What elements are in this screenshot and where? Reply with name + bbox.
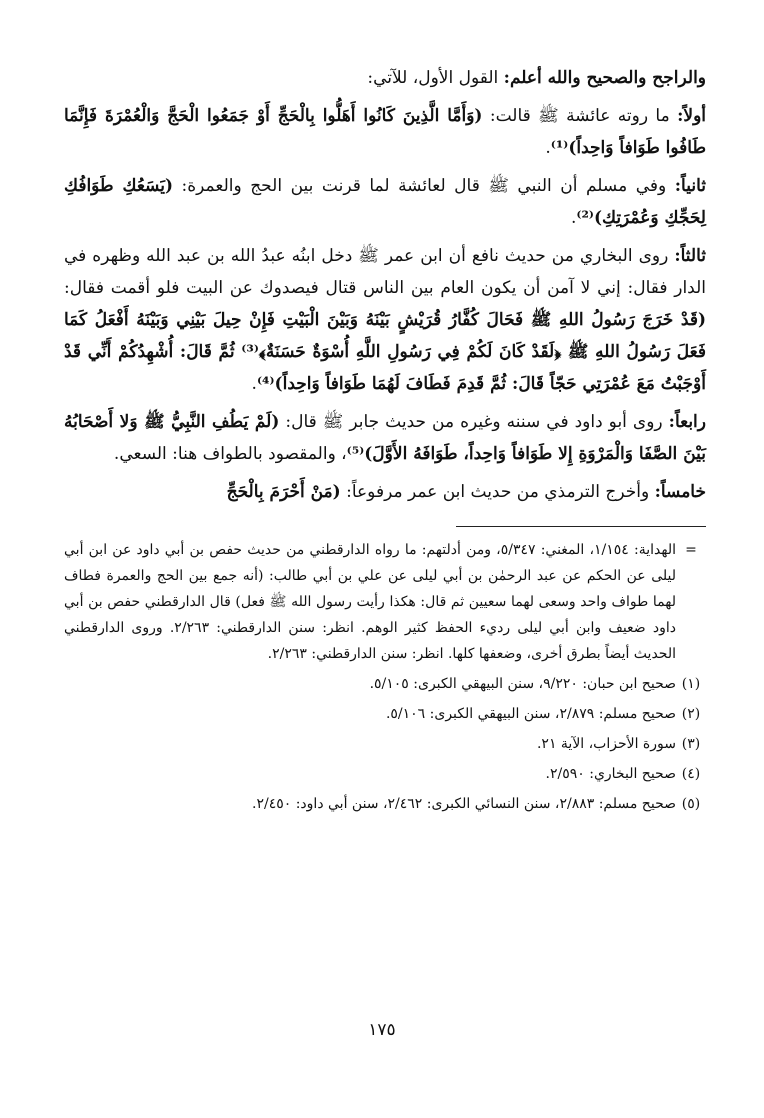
continuation-marker: =	[685, 542, 697, 558]
paragraph-lead: خامساً:	[654, 482, 706, 502]
page-number: ١٧٥	[368, 1020, 396, 1040]
footnote-text: صحيح ابن حبان: ٩/٢٢٠، سنن البيهقي الكبرى: ٥/١٠٥.	[369, 676, 676, 692]
hadith-quote: (وَأَمَّا الَّذِينَ كَانُوا أَهَلُّوا بِالْحَجِّ أَوْ جَمَعُوا الْحَجَّ وَالْعُمْرَةَ فَإِنَّمَا طَافُوا طَوَافاً وَاحِداً)⁽¹⁾	[64, 106, 706, 158]
footnote-number: (٥)	[681, 796, 701, 812]
paragraph-lead: أولاً:	[677, 106, 706, 126]
footnote-item	[64, 701, 706, 727]
paragraph-text: روى أبو داود في سننه وغيره من حديث جابر ﷺ قال:	[279, 412, 669, 432]
footnote-number: (١)	[681, 676, 701, 692]
paragraph-fifth	[64, 476, 706, 508]
hadith-quote: (لَمْ يَطُفِ النَّبِيُّ ﷺ وَلا أَصْحَابُهُ بَيْنَ الصَّفَا وَالْمَرْوَةِ إِلا طَوَافاً وَاحِداً، طَوَافَهُ الأَوَّلَ)⁽⁵⁾	[64, 412, 706, 464]
paragraph-text: وأخرج الترمذي من حديث ابن عمر مرفوعاً:	[340, 482, 655, 502]
paragraph-fourth	[64, 406, 706, 470]
hadith-quote: (يَسَعُكِ طَوَافُكِ لِحَجِّكِ وَعُمْرَتِكِ)⁽²⁾	[64, 176, 706, 228]
paragraph-intro	[64, 62, 706, 94]
paragraph-third	[64, 240, 706, 400]
paragraph-first	[64, 100, 706, 164]
main-text	[64, 62, 706, 508]
paragraph-text: روى البخاري من حديث نافع أن ابن عمر ﷺ دخل ابنُه عبدُ الله بن عبد الله وظهره في الدار فقال: إني لا آمن أن يكون العام بين الناس قتال فيصدوك عن البيت فلو أقمت فقال:	[64, 246, 706, 298]
footnote-item	[64, 761, 706, 787]
hadith-quote: (مَنْ أَحْرَمَ بِالْحَجِّ	[226, 482, 341, 502]
footnote-number: (٣)	[681, 736, 701, 752]
footnote-text: سورة الأحزاب، الآية ٢١.	[536, 736, 676, 752]
footnote-item	[64, 671, 706, 697]
paragraph-text: ما روته عائشة ﷺ قالت:	[482, 106, 678, 126]
footnotes	[64, 537, 706, 817]
footnote-item	[64, 731, 706, 757]
paragraph-lead: ثانياً:	[674, 176, 706, 196]
paragraph-tail: .	[570, 208, 577, 228]
footnote-text: صحيح مسلم: ٢/٨٨٣، سنن النسائي الكبرى: ٢/٤٦٢، سنن أبي داود: ٢/٤٥٠.	[252, 796, 676, 812]
book-page	[64, 62, 706, 1062]
paragraph-second	[64, 170, 706, 234]
footnote-item	[64, 791, 706, 817]
footnote-text: صحيح البخاري: ٢/٥٩٠.	[545, 766, 676, 782]
continued-footnote	[64, 537, 706, 667]
paragraph-lead: رابعاً:	[668, 412, 706, 432]
footnote-number: (٢)	[681, 706, 701, 722]
paragraph-tail: .	[545, 138, 551, 158]
paragraph-text: القول الأول، للآتي:	[367, 68, 504, 88]
footnote-number: (٤)	[681, 766, 701, 782]
paragraph-lead: والراجح والصحيح والله أعلم:	[503, 68, 706, 88]
paragraph-lead: ثالثاً:	[674, 246, 706, 266]
paragraph-text: وفي مسلم أن النبي ﷺ قال لعائشة لما قرنت بين الحج والعمرة:	[173, 176, 675, 196]
hadith-quote: (قَدْ خَرَجَ رَسُولُ اللهِ ﷺ فَحَالَ كُفَّارُ قُرَيْشٍ بَيْنَهُ وَبَيْنَ الْبَيْتِ فَإِنْ حِيلَ بَيْنِي وَبَيْنَهُ أَفْعَلُ كَمَا فَعَلَ رَسُولُ اللهِ ﷺ ﴿لَقَدْ كَانَ لَكُمْ فِي رَسُولِ اللَّهِ أُسْوَةٌ حَسَنَةٌ﴾⁽³⁾ ثُمَّ قَالَ: أُشْهِدُكُمْ أَنِّي قَدْ أَوْجَبْتُ مَعَ عُمْرَتِي حَجّاً قَالَ: ثُمَّ قَدِمَ فَطَافَ لَهُمَا طَوَافاً وَاحِداً)⁽⁴⁾	[64, 310, 706, 394]
paragraph-tail: .	[251, 374, 257, 394]
footnote-separator	[456, 526, 706, 527]
continued-footnote-text: الهداية: ١/١٥٤، المغني: ٥/٣٤٧، ومن أدلتهم: ما رواه الدارقطني من حديث حفص بن أبي داود عن ابن أبي ليلى عن الحكم عن عبد الرحمٰن بن أبي ليلى عن علي بن أبي طالب: (أنه جمع بين الحج والعمرة فطاف لهما طواف واحد وسعى لهما سعيين ثم قال: هكذا رأيت رسول الله ﷺ فعل) قال الدارقطني حفص بن أبي داود ضعيف وابن أبي ليلى رديء الحفظ كثير الوهم. انظر: سنن الدارقطني: ٢/٢٦٣. وروى الدارقطني الحديث أيضاً بطرق أخرى، وضعفها كلها. انظر: سنن الدارقطني: ٢/٢٦٣.	[64, 542, 676, 662]
footnote-text: صحيح مسلم: ٢/٨٧٩، سنن البيهقي الكبرى: ٥/١٠٦.	[385, 706, 676, 722]
paragraph-tail: ، والمقصود بالطواف هنا: السعي.	[113, 444, 347, 464]
